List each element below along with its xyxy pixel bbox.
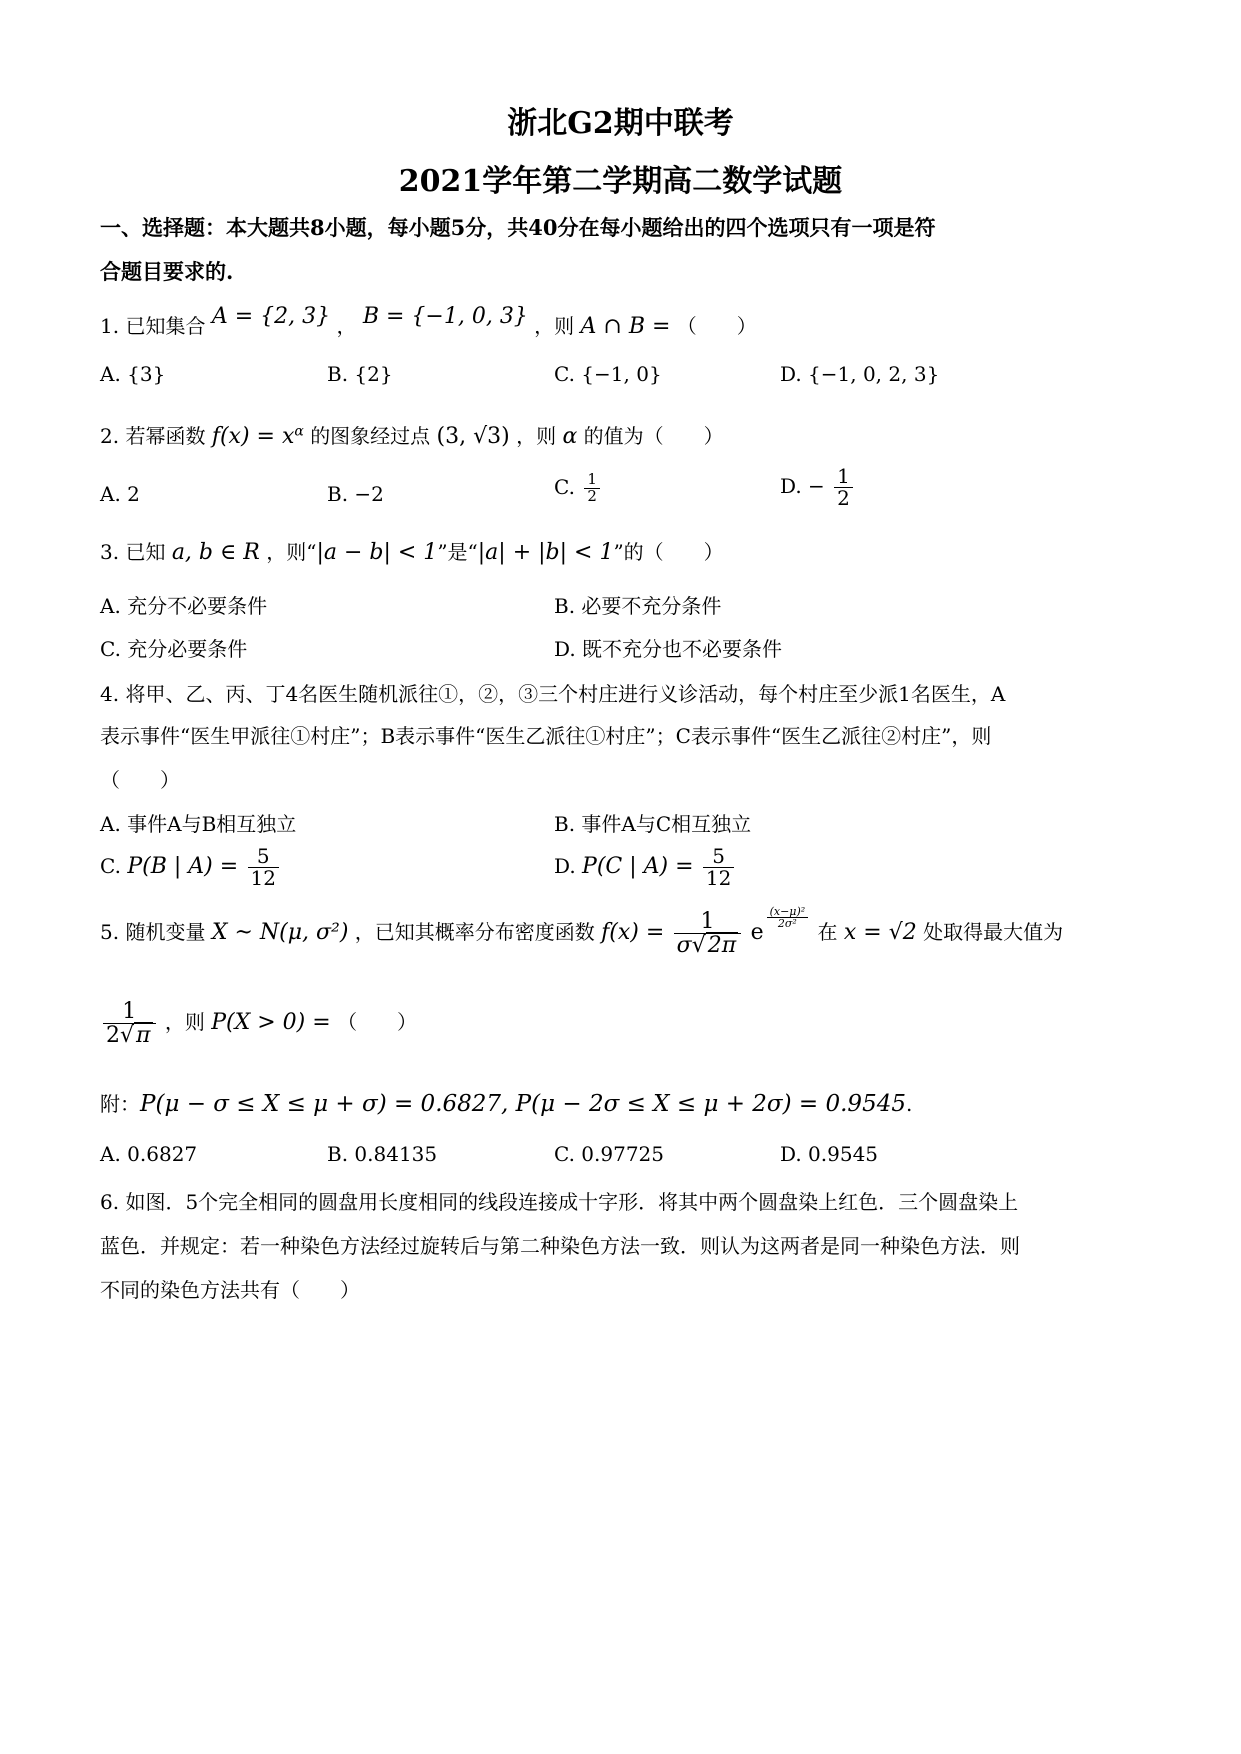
q5-mid: ，已知其概率分布密度函数 xyxy=(354,920,595,945)
q4-option-d-fraction xyxy=(703,846,734,889)
q5-tail: 处取得最大值为 xyxy=(923,920,1064,945)
q5-paren: （ ） xyxy=(337,1010,418,1035)
question-3 xyxy=(100,536,724,565)
q5-prob: P(X > 0) = xyxy=(211,1010,331,1036)
q5-density-sigma: σ xyxy=(676,933,692,959)
exam-title: 浙北G2期中联考 xyxy=(507,106,734,141)
q4-option-c-expr: P(B | A) = xyxy=(127,854,239,879)
q4-line2: 表示事件“医生甲派往①村庄”；B表示事件“医生乙派往①村庄”；C表示事件“医生乙派往②村庄”，则 xyxy=(100,724,992,748)
q1-paren: （ ） xyxy=(676,314,757,338)
q4-option-c-denominator: 12 xyxy=(250,866,276,890)
q5-note-end: . xyxy=(905,1092,913,1116)
q1-option-d: D. {−1, 0, 2, 3} xyxy=(780,362,940,386)
q3-lead: 3. 已知 xyxy=(100,540,166,564)
q3-end: ”的（ ） xyxy=(613,540,724,564)
q1-lead: 1. 已知集合 xyxy=(100,314,206,338)
q1-option-a: A. {3} xyxy=(100,362,166,386)
q3-option-b: B. 必要不充分条件 xyxy=(554,594,722,618)
q2-tail: ，则 xyxy=(516,424,557,448)
q2-option-c-numerator: 1 xyxy=(584,472,600,489)
q2-exponent: α xyxy=(294,423,304,440)
q5-option-a: A. 0.6827 xyxy=(100,1142,198,1166)
exam-subtitle: 2021学年第二学期高二数学试题 xyxy=(398,164,843,199)
q2-point: (3, √3) xyxy=(436,424,510,449)
q4-option-d-denominator: 12 xyxy=(705,866,732,890)
q4-option-c-fraction xyxy=(248,846,279,889)
q4-option-d-label: D. xyxy=(554,854,576,878)
q4-line3: （ ） xyxy=(100,768,180,792)
q5-line2 xyxy=(100,1000,417,1047)
q1-set-a: A = {2, 3} xyxy=(211,304,331,329)
q2-option-c-label: C. xyxy=(554,474,575,499)
q4-option-c xyxy=(100,846,282,889)
q5-density-numerator: 1 xyxy=(674,910,742,934)
q5-exponent xyxy=(767,906,809,930)
q2-alpha: α xyxy=(562,424,578,449)
q2-option-d-denominator: 2 xyxy=(837,486,850,510)
question-2 xyxy=(100,420,724,449)
q5-note-expr: P(μ − σ ≤ X ≤ μ + σ) = 0.6827, P(μ − 2σ ≤ X ≤ μ + 2σ) = 0.9545 xyxy=(140,1091,906,1117)
question-1 xyxy=(100,304,757,339)
q2-lead: 2. 若幂函数 xyxy=(100,424,206,448)
q5-exp-e: e xyxy=(750,920,764,946)
q2-option-a: A. 2 xyxy=(100,482,140,506)
q5-option-b: B. 0.84135 xyxy=(327,1142,438,1166)
q4-line1: 4. 将甲、乙、丙、丁4名医生随机派往①，②，③三个村庄进行义诊活动，每个村庄至少派1名医生，A xyxy=(100,682,1006,706)
q2-option-c xyxy=(554,472,603,505)
q1-option-c: C. {−1, 0} xyxy=(554,362,662,386)
q2-option-d xyxy=(780,466,856,509)
q4-option-d-numerator: 5 xyxy=(703,846,734,868)
q6-line1: 6. 如图．5个完全相同的圆盘用长度相同的线段连接成十字形．将其中两个圆盘染上红色．三个圆盘染上 xyxy=(100,1190,1019,1214)
q3-option-a: A. 充分不必要条件 xyxy=(100,594,268,618)
q1-tail: ，则 xyxy=(534,314,575,338)
q3-option-c: C. 充分必要条件 xyxy=(100,637,248,661)
q5-xval: x = √2 xyxy=(843,920,917,946)
q5-max-fraction xyxy=(103,1000,156,1047)
q2-option-d-fraction xyxy=(834,466,853,509)
q1-set-b: B = {−1, 0, 3} xyxy=(362,304,528,329)
q5-note-label: 附： xyxy=(100,1092,140,1116)
q5-note xyxy=(100,1088,912,1117)
question-5 xyxy=(100,904,1064,959)
q2-option-d-numerator: 1 xyxy=(834,466,853,488)
q4-option-a: A. 事件A与B相互独立 xyxy=(100,812,297,836)
q2-mid: 的图象经过点 xyxy=(310,424,431,448)
q5-max-sqrt: π xyxy=(136,1023,151,1049)
q5-exponent-denominator: 2σ² xyxy=(777,917,797,931)
q5-max-denominator: 2√π xyxy=(106,1023,151,1049)
q5-density-denominator: σ√2π xyxy=(676,933,737,959)
section-heading-line2: 合题目要求的. xyxy=(100,259,234,284)
q2-option-c-fraction xyxy=(584,472,600,505)
q5-dist: X ~ N(μ, σ²) xyxy=(211,920,349,946)
q5-at: 在 xyxy=(817,920,838,945)
q5-max-numerator: 1 xyxy=(103,1000,156,1024)
q2-option-d-label: D. − xyxy=(780,474,825,498)
q4-option-c-numerator: 5 xyxy=(248,846,279,868)
q6-line2: 蓝色．并规定：若一种染色方法经过旋转后与第二种染色方法一致．则认为这两者是同一种染色方法．则 xyxy=(100,1234,1020,1258)
q3-cond1: |a − b| < 1 xyxy=(316,540,438,565)
q4-option-d-expr: P(C | A) = xyxy=(582,854,694,879)
section-heading-line1: 一、选择题：本大题共8小题，每小题5分，共40分在每小题给出的四个选项只有一项是符 xyxy=(100,215,936,240)
q5-ask: ，则 xyxy=(164,1010,205,1035)
q1-sep: ， xyxy=(336,314,357,338)
q2-option-c-denominator: 2 xyxy=(587,486,597,505)
q3-vars: a, b ∈ R xyxy=(171,540,260,565)
q5-lead: 5. 随机变量 xyxy=(100,920,206,945)
q5-max-coef: 2 xyxy=(106,1023,120,1049)
q4-option-b: B. 事件A与C相互独立 xyxy=(554,812,752,836)
q1-option-b: B. {2} xyxy=(327,362,393,386)
q3-cond2: |a| + |b| < 1 xyxy=(477,540,614,565)
q4-option-d xyxy=(554,846,737,889)
q5-option-d: D. 0.9545 xyxy=(780,1142,879,1166)
q3-option-d: D. 既不充分也不必要条件 xyxy=(554,637,783,661)
q2-option-b: B. −2 xyxy=(327,482,384,506)
q3-mid2: ”是“ xyxy=(437,540,478,564)
q1-expr: A ∩ B = xyxy=(580,314,671,339)
q6-line3: 不同的染色方法共有（ ） xyxy=(100,1278,360,1302)
q5-density-sqrt: 2π xyxy=(707,933,737,959)
q5-fx: f(x) = xyxy=(601,920,665,946)
q5-option-c: C. 0.97725 xyxy=(554,1142,665,1166)
q4-option-c-label: C. xyxy=(100,854,121,878)
q2-func: f(x) = x xyxy=(211,424,295,449)
q3-mid1: ，则“ xyxy=(266,540,317,564)
q5-density-fraction xyxy=(674,910,742,957)
q2-end: 的值为（ ） xyxy=(583,424,724,448)
q5-exponent-numerator: (x−μ)² xyxy=(767,906,809,919)
